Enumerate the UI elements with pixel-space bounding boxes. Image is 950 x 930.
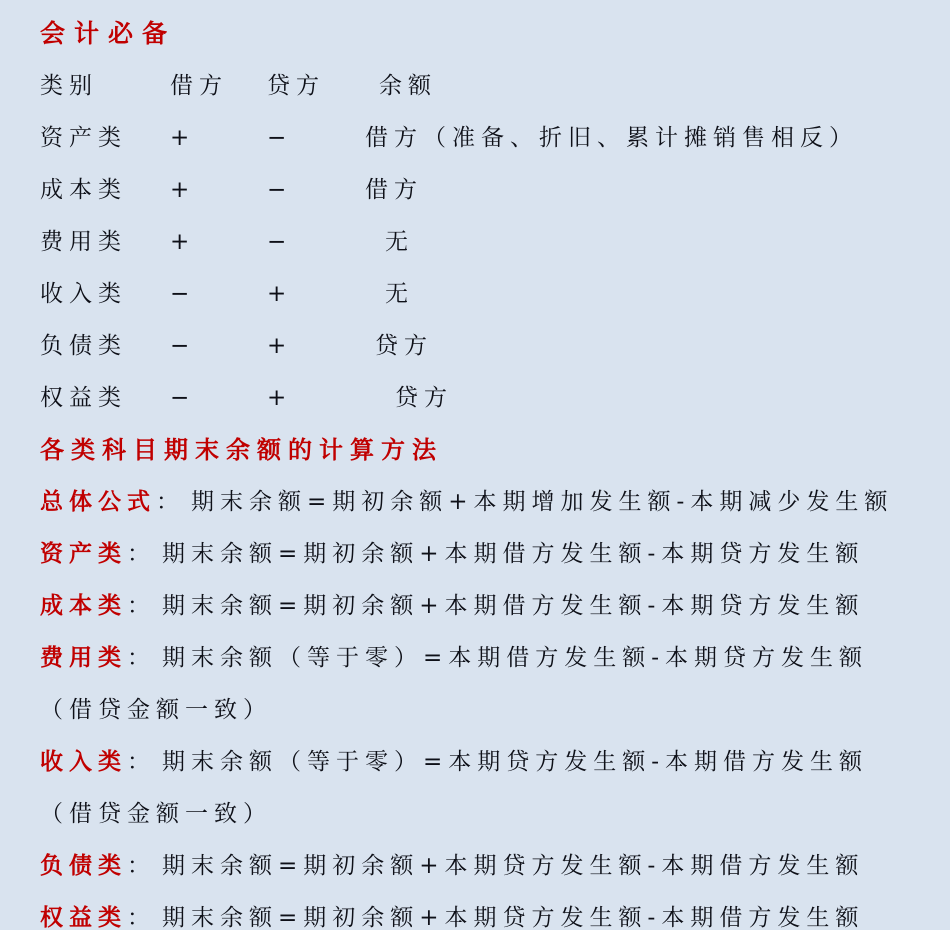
formula-text: 期末余额=期初余额+本期借方发生额-本期贷方发生额 xyxy=(162,541,865,567)
formula-label: 权益类 xyxy=(40,904,127,930)
formula-line-cost xyxy=(40,580,925,632)
row-credit-sign: − xyxy=(267,177,293,203)
formula-text: 期末余额=期初余额+本期贷方发生额-本期借方发生额 xyxy=(162,853,865,879)
formula-text: 期末余额=期初余额+本期贷方发生额-本期借方发生额 xyxy=(162,905,865,930)
row-credit-sign: + xyxy=(267,281,293,307)
formula-colon: ： xyxy=(127,905,156,930)
formula-colon: ： xyxy=(127,749,156,775)
col-header-balance: 余额 xyxy=(379,73,437,99)
formula-label: 费用类 xyxy=(40,644,127,671)
formula-text: 期末余额（等于零）=本期贷方发生额-本期借方发生额（借贷金额一致） xyxy=(40,749,869,827)
document-title: 会计必备 xyxy=(40,19,177,48)
table-row xyxy=(40,164,920,216)
formula-colon: ： xyxy=(127,645,156,671)
row-balance: 借方 xyxy=(365,177,423,203)
row-category: 权益类 xyxy=(40,385,127,411)
col-header-credit: 贷方 xyxy=(267,73,325,99)
row-debit-sign: + xyxy=(170,125,196,151)
row-credit-sign: + xyxy=(267,385,293,411)
table-row xyxy=(40,268,920,320)
row-credit-sign: − xyxy=(267,125,293,151)
row-category: 费用类 xyxy=(40,229,127,255)
col-header-category: 类别 xyxy=(40,73,98,99)
formula-label: 负债类 xyxy=(40,852,127,879)
table-row xyxy=(40,112,920,164)
row-debit-sign: − xyxy=(170,281,196,307)
row-credit-sign: + xyxy=(267,333,293,359)
formula-label: 成本类 xyxy=(40,592,127,619)
formula-text: 期末余额=期初余额+本期借方发生额-本期贷方发生额 xyxy=(162,593,865,619)
formula-colon: ： xyxy=(127,593,156,619)
row-balance: 贷方 xyxy=(395,385,453,411)
formula-colon: ： xyxy=(127,853,156,879)
formula-label: 收入类 xyxy=(40,748,127,775)
row-balance: 无 xyxy=(385,229,414,255)
table-row xyxy=(40,372,920,424)
formula-line-general xyxy=(40,476,925,528)
row-balance: 无 xyxy=(385,281,414,307)
row-debit-sign: + xyxy=(170,177,196,203)
row-credit-sign: − xyxy=(267,229,293,255)
formula-text: 期末余额=期初余额+本期增加发生额-本期减少发生额 xyxy=(191,489,894,515)
formula-text: 期末余额（等于零）=本期借方发生额-本期贷方发生额（借贷金额一致） xyxy=(40,645,869,723)
row-category: 资产类 xyxy=(40,125,127,151)
row-debit-sign: + xyxy=(170,229,196,255)
row-category: 负债类 xyxy=(40,333,127,359)
row-balance: 贷方 xyxy=(375,333,433,359)
row-category: 成本类 xyxy=(40,177,127,203)
formula-line-income xyxy=(40,736,925,840)
section-heading: 各类科目期末余额的计算方法 xyxy=(40,435,443,464)
row-category: 收入类 xyxy=(40,281,127,307)
formula-line-liability xyxy=(40,840,925,892)
formula-line-expense xyxy=(40,632,925,736)
formula-label: 资产类 xyxy=(40,540,127,567)
formula-colon: ： xyxy=(156,489,185,515)
row-balance: 借方（准备、折旧、累计摊销售相反） xyxy=(365,125,858,151)
row-debit-sign: − xyxy=(170,385,196,411)
row-debit-sign: − xyxy=(170,333,196,359)
formula-line-equity xyxy=(40,892,925,930)
table-header-row xyxy=(40,60,920,112)
col-header-debit: 借方 xyxy=(170,73,228,99)
formula-colon: ： xyxy=(127,541,156,567)
account-direction-table xyxy=(40,60,920,424)
table-row xyxy=(40,216,920,268)
formula-line-assets xyxy=(40,528,925,580)
formula-label: 总体公式 xyxy=(40,488,156,515)
table-row xyxy=(40,320,920,372)
